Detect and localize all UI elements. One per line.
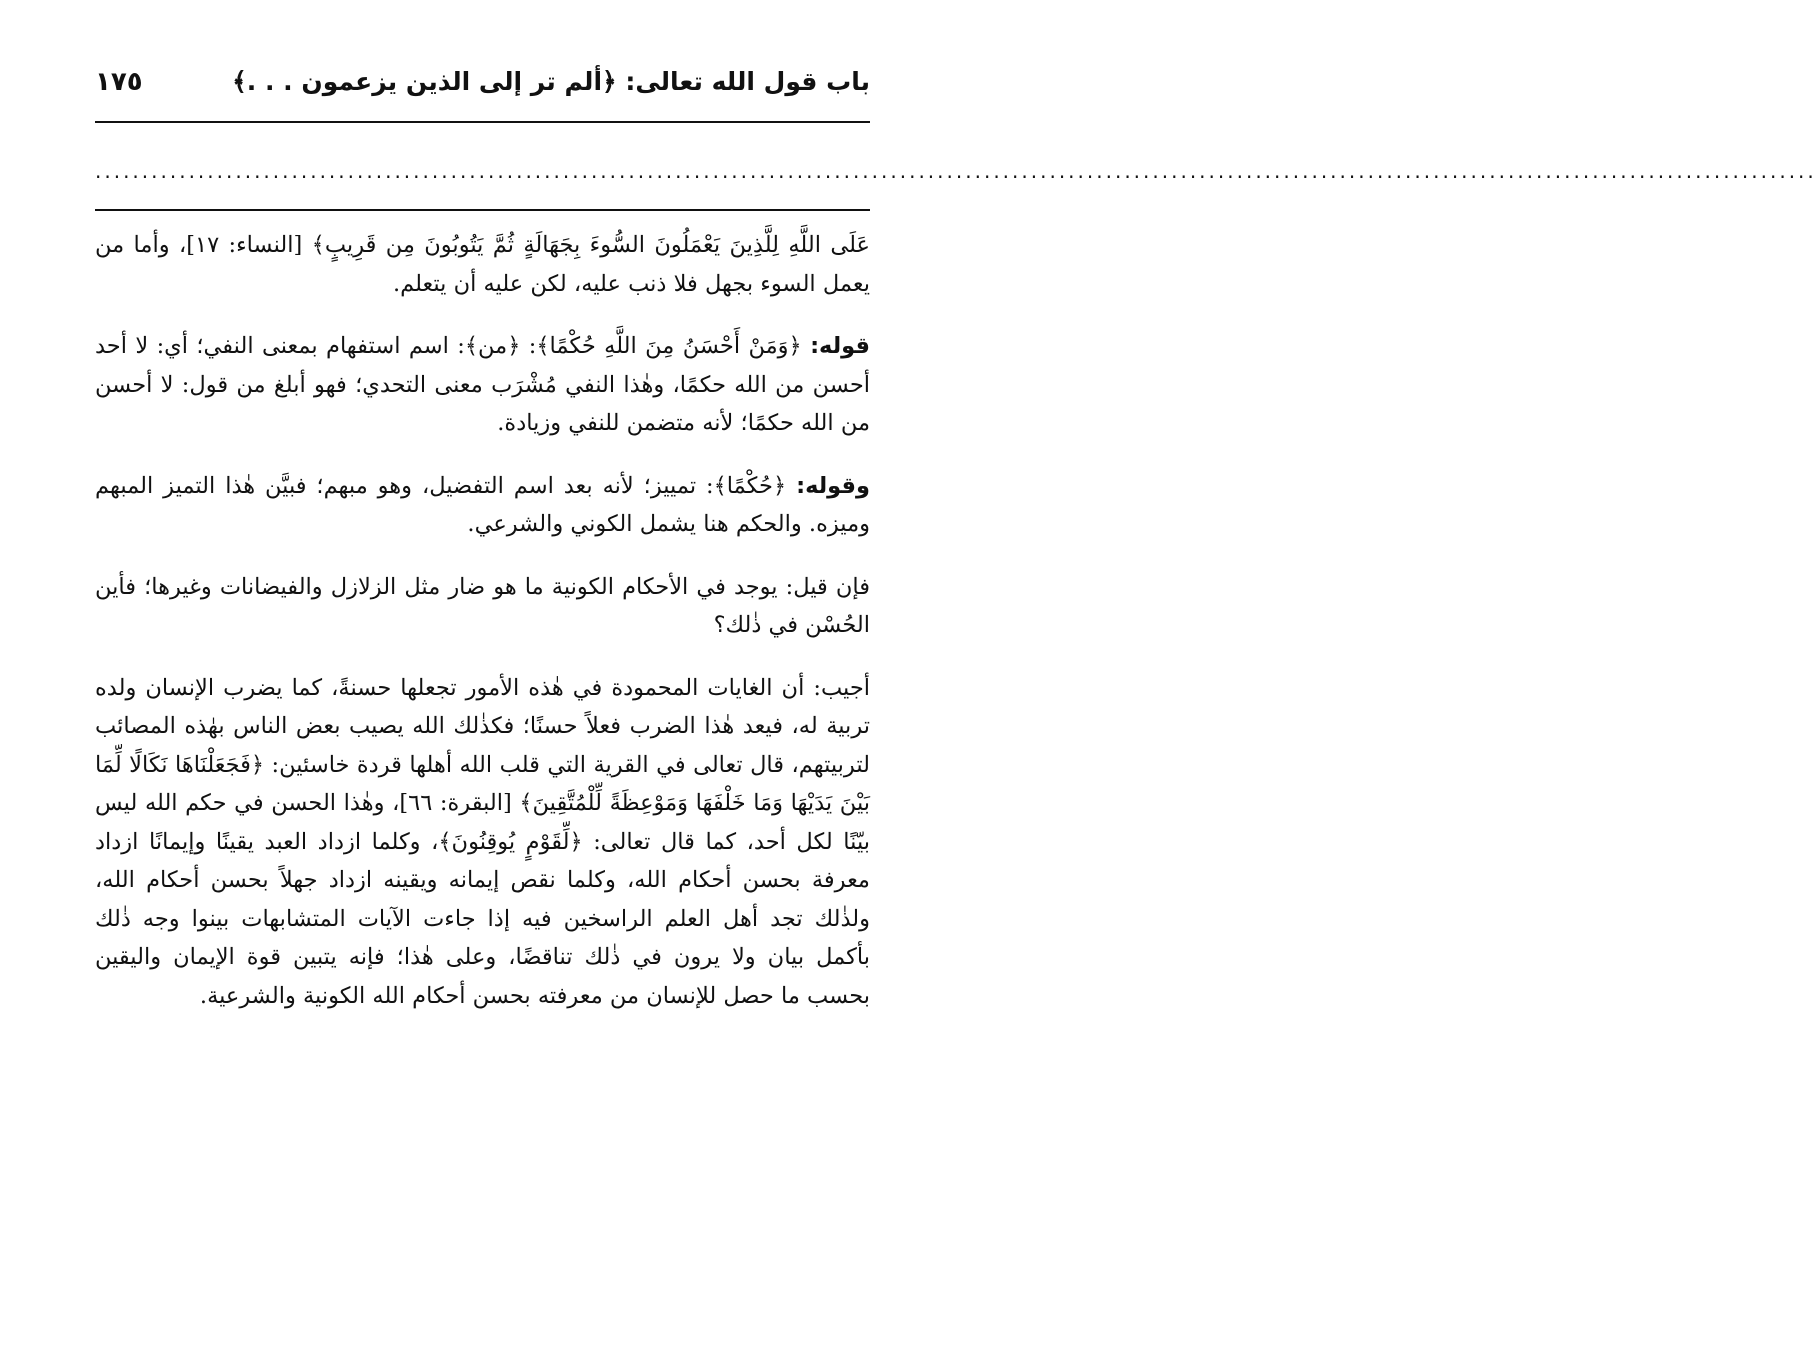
paragraph	[95, 226, 870, 303]
paragraph	[95, 467, 870, 544]
chapter-title: باب قول الله تعالى: ﴿ألم تر إلى الذين يزعمون . . .﴾	[232, 67, 870, 96]
paragraph-text: ﴿حُكْمًا﴾: تمييز؛ لأنه بعد اسم التفضيل، وهو مبهم؛ فبيَّن هٰذا التميز المبهم وميزه. والحكم هنا يشمل الكوني والشرعي.	[95, 472, 870, 537]
page-number: ١٧٥	[95, 67, 143, 97]
paragraph-text: عَلَى اللَّهِ لِلَّذِينَ يَعْمَلُونَ السُّوءَ بِجَهَالَةٍ ثُمَّ يَتُوبُونَ مِن قَرِيبٍ﴾ [النساء: ١٧]، وأما من يعمل السوء بجهل فلا ذنب عليه، لكن عليه أن يتعلم.	[95, 232, 870, 297]
paragraph-lead: وقوله:	[796, 472, 870, 499]
paragraph	[95, 327, 870, 443]
running-header	[95, 62, 870, 110]
paragraph-text: ﴿وَمَنْ أَحْسَنُ مِنَ اللَّهِ حُكْمًا﴾: ﴿من﴾: اسم استفهام بمعنى النفي؛ أي: لا أحد أحسن من الله حكمًا، وهٰذا النفي مُشْرَب معنى التحدي؛ فهو أبلغ من قول: لا أحسن من الله حكمًا؛ لأنه متضمن للنفي وزيادة.	[95, 333, 870, 436]
paragraph-lead: قوله:	[810, 333, 870, 359]
dotted-separator: ........................................................................................................................................................................................	[95, 159, 1817, 183]
paragraph-text: أجيب: أن الغايات المحمودة في هٰذه الأمور تجعلها حسنةً، كما يضرب الإنسان ولده تربية له، فيعد هٰذا الضرب فعلاً حسنًا؛ فكذٰلك الله يصيب بعض الناس بهٰذه المصائب لتربيتهم، قال تعالى في القرية التي قلب الله أهلها قردة خاسئين: ﴿فَجَعَلْنَاهَا نَكَالًا لِّمَا بَيْنَ يَدَيْهَا وَمَا خَلْفَهَا وَمَوْعِظَةً لِّلْمُتَّقِينَ﴾ [البقرة: ٦٦]، وهٰذا الحسن في حكم الله ليس بيّنًا لكل أحد، كما قال تعالى: ﴿لِّقَوْمٍ يُوقِنُونَ﴾، وكلما ازداد العبد يقينًا وإيمانًا ازداد معرفة بحسن أحكام الله، وكلما نقص إيمانه ويقينه ازداد جهلاً بحسن أحكام الله، ولذٰلك تجد أهل العلم الراسخين فيه إذا جاءت الآيات المتشابهات بينوا وجه ذٰلك بأكمل بيان ولا يرون في ذٰلك تناقضًا، وعلى هٰذا؛ فإنه يتبين قوة الإيمان واليقين بحسب ما حصل للإنسان من معرفته بحسن أحكام الله الكونية والشرعية.	[95, 674, 870, 1009]
body-text	[95, 226, 870, 1015]
paragraph-text: فإن قيل: يوجد في الأحكام الكونية ما هو ضار مثل الزلازل والفيضانات وغيرها؛ فأين الحُسْن في ذٰلك؟	[95, 573, 870, 638]
separator-rule	[95, 209, 870, 211]
header-rule	[95, 121, 870, 123]
paragraph	[95, 568, 870, 645]
paragraph	[95, 669, 870, 1016]
